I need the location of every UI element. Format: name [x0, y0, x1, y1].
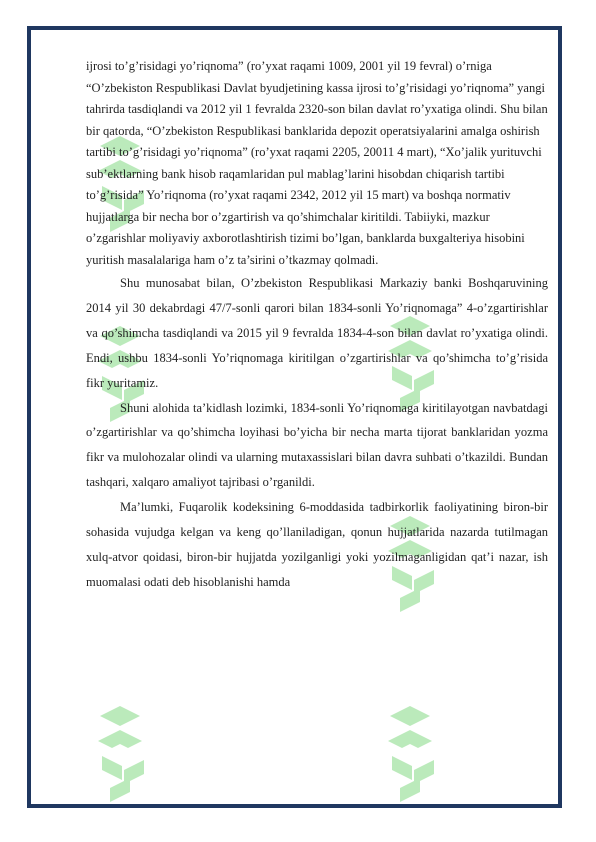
paragraph: Ma’lumki, Fuqarolik kodeksining 6-moddasida tadbirkorlik faoliyatining biron-bir sohasida vujudga kelgan va keng qo’llaniladigan, qonun hujjatlarida nazarda tutilmagan xulq-atvor qoidasi, biron-bir hujjatda yozilganligi yoki yozilmaganligidan qat’i nazar, ish muomalasi odati deb hisoblanishi hamda [86, 500, 548, 589]
paragraph: ijrosi to’g’risidagi yo’riqnoma” (ro’yxat raqami 1009, 2001 yil 19 fevral) o’rniga “O’zbekiston Respublikasi Davlat byudjetining kassa ijrosi to’g’risidagi yo’riqnoma” yangi tahrirda tasdiqlandi va 2012 yil 1 fevralda 2320-son bilan davlat ro’yxatiga olindi. Shu bilan bir qatorda, “O’zbekiston Respublikasi banklarida depozit operatsiyalarini amalga oshirish tartibi to’g’risidagi yo’riqnoma” (ro’yxat raqami 2205, 20011 4 mart), “Xo’jalik yurituvchi sub’ektlarning bank hisob raqamlaridan pul mablag’larini hisobdan chiqarish tartibi to’g’risida” Yo’riqnoma (ro’yxat raqami 2342, 2012 yil 15 mart) va boshqa normativ hujjatlarga bir necha bor o’zgartirish va qo’shimchalar kiritildi. Tabiiyki, mazkur o’zgarishlar moliyaviy axborotlashtirish tizimi bo’lgan, banklarda buxgalteriya hisobini yuritish masalalariga ham o’z ta’sirini o’tkazmay qolmadi. [86, 59, 548, 267]
watermark-logo [370, 700, 450, 810]
paragraph: Shuni alohida ta’kidlash lozimki, 1834-sonli Yo’riqnomaga kiritilayotgan navbatdagi o’zgartirishlar va qo’shimcha loyihasi bo’yicha bir necha marta tijorat banklaridan yozma fikr va mulohozalar olindi va ularning mutaxassislari bilan davra suhbati o’tkazildi. Bundan tashqari, xalqaro amaliyot tajribasi o’rganildi. [86, 400, 548, 490]
document-body [86, 56, 548, 595]
watermark-logo [80, 700, 160, 810]
paragraph: Shu munosabat bilan, O’zbekiston Respublikasi Markaziy banki Boshqaruvining 2014 yil 30 dekabrdagi 47/7-sonli qarori bilan 1834-sonli Yo’riqnomaga” 4-o’zgartirishlar va qo’shimcha tasdiqlandi va 2015 yil 9 fevralda 1834-4-son bilan davlat ro’yxatiga olindi. Endi, ushbu 1834-sonli Yo’riqnomaga kiritilgan o’zgartirishlar va qo’shimcha to’g’risida fikr yuritamiz. [86, 276, 548, 390]
